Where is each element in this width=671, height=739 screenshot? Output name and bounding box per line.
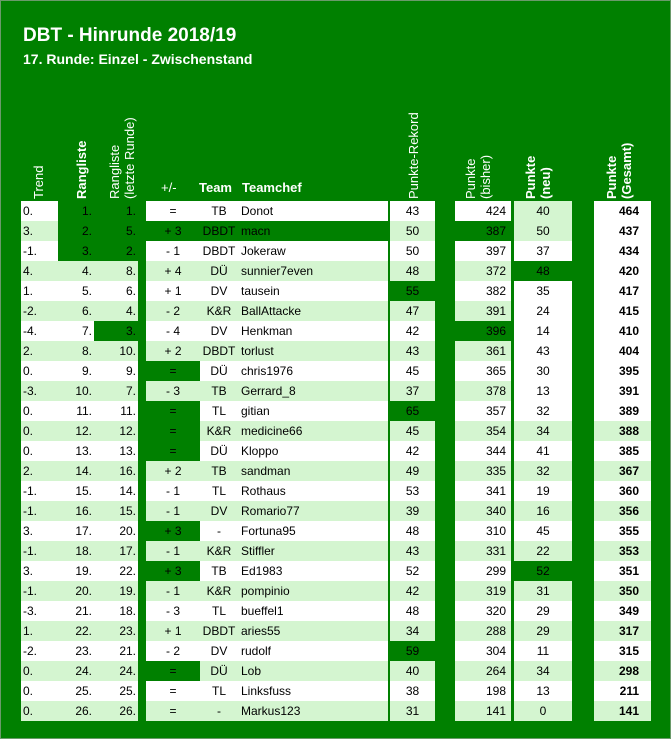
cell-trend: -3. — [21, 601, 58, 621]
cell-rekord: 43 — [390, 541, 435, 561]
cell-rank: 13. — [58, 441, 94, 461]
cell-diff: + 4 — [146, 261, 200, 281]
cell-bisher: 354 — [455, 421, 511, 441]
cell-gesamt: 420 — [594, 261, 651, 281]
cell-gesamt: 349 — [594, 601, 651, 621]
cell-rekord: 42 — [390, 321, 435, 341]
cell-neu: 35 — [514, 281, 572, 301]
cell-rekord: 55 — [390, 281, 435, 301]
cell-prev-rank: 19. — [94, 581, 138, 601]
cell-rekord: 39 — [390, 501, 435, 521]
cell-bisher: 382 — [455, 281, 511, 301]
cell-neu: 16 — [514, 501, 572, 521]
cell-gesamt: 395 — [594, 361, 651, 381]
cell-trend: 0. — [21, 201, 58, 221]
header-diff: +/- — [161, 180, 177, 195]
cell-prev-rank: 5. — [94, 221, 138, 241]
cell-rank: 22. — [58, 621, 94, 641]
cell-trend: 0. — [21, 661, 58, 681]
cell-trend: 3. — [21, 521, 58, 541]
header-trend: Trend — [30, 165, 46, 199]
cell-team: TB — [200, 201, 238, 221]
cell-team: DV — [200, 641, 238, 661]
cell-teamchef: macn — [238, 221, 388, 241]
cell-rank: 20. — [58, 581, 94, 601]
cell-rank: 8. — [58, 341, 94, 361]
cell-teamchef: aries55 — [238, 621, 388, 641]
cell-teamchef: chris1976 — [238, 361, 388, 381]
cell-diff: = — [146, 361, 200, 381]
header-gesamt: Punkte (Gesamt) — [604, 142, 634, 199]
cell-prev-rank: 10. — [94, 341, 138, 361]
cell-team: TB — [200, 561, 238, 581]
cell-prev-rank: 8. — [94, 261, 138, 281]
cell-prev-rank: 24. — [94, 661, 138, 681]
cell-bisher: 310 — [455, 521, 511, 541]
table-row — [21, 421, 651, 441]
cell-gesamt: 385 — [594, 441, 651, 461]
cell-rank: 9. — [58, 361, 94, 381]
cell-neu: 43 — [514, 341, 572, 361]
cell-rekord: 50 — [390, 221, 435, 241]
cell-rank: 17. — [58, 521, 94, 541]
cell-trend: -1. — [21, 481, 58, 501]
cell-rekord: 45 — [390, 361, 435, 381]
cell-neu: 13 — [514, 681, 572, 701]
cell-teamchef: Markus123 — [238, 701, 388, 721]
table-row — [21, 661, 651, 681]
cell-team: K&R — [200, 541, 238, 561]
cell-bisher: 361 — [455, 341, 511, 361]
table-row — [21, 641, 651, 661]
cell-neu: 30 — [514, 361, 572, 381]
cell-rekord: 42 — [390, 441, 435, 461]
cell-rekord: 50 — [390, 241, 435, 261]
cell-teamchef: rudolf — [238, 641, 388, 661]
page-subtitle: 17. Runde: Einzel - Zwischenstand — [23, 51, 253, 67]
header-rekord: Punkte-Rekord — [405, 112, 421, 199]
cell-team: DÜ — [200, 361, 238, 381]
cell-diff: + 3 — [146, 221, 200, 241]
cell-trend: -3. — [21, 381, 58, 401]
cell-prev-rank: 6. — [94, 281, 138, 301]
table-row — [21, 341, 651, 361]
cell-teamchef: Stiffler — [238, 541, 388, 561]
cell-rank: 7. — [58, 321, 94, 341]
header-team: Team — [199, 180, 232, 195]
cell-diff: - 1 — [146, 501, 200, 521]
cell-bisher: 378 — [455, 381, 511, 401]
cell-rekord: 42 — [390, 581, 435, 601]
cell-team: DÜ — [200, 661, 238, 681]
cell-rank: 6. — [58, 301, 94, 321]
table-row — [21, 401, 651, 421]
cell-trend: 1. — [21, 281, 58, 301]
cell-team: K&R — [200, 301, 238, 321]
cell-teamchef: Henkman — [238, 321, 388, 341]
cell-diff: - 3 — [146, 601, 200, 621]
cell-neu: 0 — [514, 701, 572, 721]
cell-team: TL — [200, 681, 238, 701]
cell-trend: 2. — [21, 341, 58, 361]
cell-prev-rank: 12. — [94, 421, 138, 441]
table-row — [21, 241, 651, 261]
cell-neu: 29 — [514, 621, 572, 641]
cell-bisher: 396 — [455, 321, 511, 341]
cell-gesamt: 437 — [594, 221, 651, 241]
cell-gesamt: 315 — [594, 641, 651, 661]
cell-prev-rank: 11. — [94, 401, 138, 421]
cell-rank: 16. — [58, 501, 94, 521]
cell-team: - — [200, 701, 238, 721]
cell-teamchef: gitian — [238, 401, 388, 421]
cell-rank: 26. — [58, 701, 94, 721]
cell-rekord: 48 — [390, 261, 435, 281]
cell-diff: - 1 — [146, 581, 200, 601]
cell-bisher: 288 — [455, 621, 511, 641]
cell-bisher: 372 — [455, 261, 511, 281]
cell-rekord: 49 — [390, 461, 435, 481]
cell-rank: 24. — [58, 661, 94, 681]
cell-neu: 14 — [514, 321, 572, 341]
cell-diff: + 1 — [146, 281, 200, 301]
cell-bisher: 141 — [455, 701, 511, 721]
table-row — [21, 701, 651, 721]
cell-prev-rank: 4. — [94, 301, 138, 321]
cell-team: DV — [200, 501, 238, 521]
cell-gesamt: 410 — [594, 321, 651, 341]
cell-teamchef: Jokeraw — [238, 241, 388, 261]
cell-gesamt: 391 — [594, 381, 651, 401]
cell-trend: 0. — [21, 361, 58, 381]
cell-rekord: 38 — [390, 681, 435, 701]
cell-rank: 19. — [58, 561, 94, 581]
cell-trend: -4. — [21, 321, 58, 341]
cell-bisher: 319 — [455, 581, 511, 601]
cell-diff: = — [146, 441, 200, 461]
cell-prev-rank: 2. — [94, 241, 138, 261]
cell-rank: 21. — [58, 601, 94, 621]
cell-rank: 23. — [58, 641, 94, 661]
cell-neu: 34 — [514, 421, 572, 441]
cell-neu: 41 — [514, 441, 572, 461]
cell-rank: 18. — [58, 541, 94, 561]
cell-trend: 0. — [21, 401, 58, 421]
cell-neu: 34 — [514, 661, 572, 681]
cell-teamchef: Romario77 — [238, 501, 388, 521]
cell-trend: -1. — [21, 241, 58, 261]
table-row — [21, 201, 651, 221]
cell-neu: 37 — [514, 241, 572, 261]
cell-diff: = — [146, 661, 200, 681]
cell-prev-rank: 17. — [94, 541, 138, 561]
cell-prev-rank: 21. — [94, 641, 138, 661]
cell-teamchef: Rothaus — [238, 481, 388, 501]
cell-team: DÜ — [200, 441, 238, 461]
cell-team: TB — [200, 461, 238, 481]
cell-team: K&R — [200, 581, 238, 601]
header-bisher: Punkte (bisher) — [463, 154, 493, 199]
cell-rekord: 52 — [390, 561, 435, 581]
table-row — [21, 361, 651, 381]
cell-team: TL — [200, 481, 238, 501]
cell-bisher: 299 — [455, 561, 511, 581]
table-row — [21, 301, 651, 321]
cell-diff: = — [146, 201, 200, 221]
table-row — [21, 601, 651, 621]
cell-trend: 0. — [21, 701, 58, 721]
cell-diff: + 2 — [146, 341, 200, 361]
cell-gesamt: 417 — [594, 281, 651, 301]
header-teamchef: Teamchef — [242, 180, 302, 195]
table-row — [21, 561, 651, 581]
cell-prev-rank: 3. — [94, 321, 138, 341]
table-row — [21, 541, 651, 561]
cell-bisher: 424 — [455, 201, 511, 221]
cell-gesamt: 355 — [594, 521, 651, 541]
cell-team: - — [200, 521, 238, 541]
cell-bisher: 357 — [455, 401, 511, 421]
cell-teamchef: Kloppo — [238, 441, 388, 461]
cell-trend: -1. — [21, 581, 58, 601]
cell-teamchef: torlust — [238, 341, 388, 361]
cell-diff: = — [146, 681, 200, 701]
cell-rekord: 47 — [390, 301, 435, 321]
cell-diff: = — [146, 401, 200, 421]
cell-team: DBDT — [200, 621, 238, 641]
cell-prev-rank: 20. — [94, 521, 138, 541]
cell-prev-rank: 1. — [94, 201, 138, 221]
cell-diff: - 3 — [146, 381, 200, 401]
cell-prev-rank: 16. — [94, 461, 138, 481]
cell-neu: 48 — [514, 261, 572, 281]
cell-rank: 12. — [58, 421, 94, 441]
cell-teamchef: tausein — [238, 281, 388, 301]
cell-bisher: 365 — [455, 361, 511, 381]
table-row — [21, 621, 651, 641]
cell-rekord: 45 — [390, 421, 435, 441]
cell-rekord: 48 — [390, 521, 435, 541]
cell-gesamt: 367 — [594, 461, 651, 481]
cell-gesamt: 298 — [594, 661, 651, 681]
cell-prev-rank: 26. — [94, 701, 138, 721]
cell-rekord: 37 — [390, 381, 435, 401]
cell-bisher: 397 — [455, 241, 511, 261]
cell-team: TL — [200, 401, 238, 421]
header-rangliste: Rangliste — [73, 140, 89, 199]
cell-gesamt: 434 — [594, 241, 651, 261]
cell-bisher: 320 — [455, 601, 511, 621]
cell-rank: 10. — [58, 381, 94, 401]
cell-team: DÜ — [200, 261, 238, 281]
cell-bisher: 335 — [455, 461, 511, 481]
cell-prev-rank: 13. — [94, 441, 138, 461]
cell-gesamt: 389 — [594, 401, 651, 421]
header-neu: Punkte (neu) — [523, 155, 553, 199]
table-row — [21, 281, 651, 301]
cell-trend: 0. — [21, 681, 58, 701]
cell-bisher: 344 — [455, 441, 511, 461]
cell-gesamt: 211 — [594, 681, 651, 701]
cell-teamchef: sunnier7even — [238, 261, 388, 281]
cell-prev-rank: 25. — [94, 681, 138, 701]
cell-trend: 3. — [21, 561, 58, 581]
cell-prev-rank: 22. — [94, 561, 138, 581]
cell-diff: - 1 — [146, 541, 200, 561]
cell-rekord: 40 — [390, 661, 435, 681]
header-rangliste-prev: Rangliste (letzte Runde) — [107, 117, 137, 199]
cell-neu: 31 — [514, 581, 572, 601]
cell-team: DV — [200, 321, 238, 341]
cell-teamchef: medicine66 — [238, 421, 388, 441]
cell-team: K&R — [200, 421, 238, 441]
cell-diff: - 1 — [146, 241, 200, 261]
cell-gesamt: 415 — [594, 301, 651, 321]
cell-bisher: 331 — [455, 541, 511, 561]
cell-teamchef: Donot — [238, 201, 388, 221]
cell-rank: 2. — [58, 221, 94, 241]
cell-rekord: 34 — [390, 621, 435, 641]
cell-rank: 14. — [58, 461, 94, 481]
page-title: DBT - Hinrunde 2018/19 — [23, 25, 237, 46]
table-row — [21, 261, 651, 281]
cell-rank: 25. — [58, 681, 94, 701]
cell-rank: 5. — [58, 281, 94, 301]
cell-bisher: 341 — [455, 481, 511, 501]
table-row — [21, 321, 651, 341]
cell-trend: 3. — [21, 221, 58, 241]
cell-bisher: 264 — [455, 661, 511, 681]
cell-diff: + 3 — [146, 521, 200, 541]
cell-teamchef: bueffel1 — [238, 601, 388, 621]
cell-prev-rank: 15. — [94, 501, 138, 521]
cell-rank: 4. — [58, 261, 94, 281]
cell-rank: 15. — [58, 481, 94, 501]
cell-trend: -1. — [21, 501, 58, 521]
cell-teamchef: sandman — [238, 461, 388, 481]
cell-trend: 0. — [21, 421, 58, 441]
table-row — [21, 521, 651, 541]
cell-rekord: 65 — [390, 401, 435, 421]
cell-rank: 11. — [58, 401, 94, 421]
cell-diff: + 2 — [146, 461, 200, 481]
cell-neu: 22 — [514, 541, 572, 561]
cell-teamchef: Lob — [238, 661, 388, 681]
cell-neu: 32 — [514, 461, 572, 481]
cell-diff: + 3 — [146, 561, 200, 581]
table-row — [21, 461, 651, 481]
cell-bisher: 340 — [455, 501, 511, 521]
cell-bisher: 387 — [455, 221, 511, 241]
cell-neu: 13 — [514, 381, 572, 401]
cell-gesamt: 351 — [594, 561, 651, 581]
cell-diff: - 2 — [146, 641, 200, 661]
cell-teamchef: Linksfuss — [238, 681, 388, 701]
cell-team: TB — [200, 381, 238, 401]
cell-team: DV — [200, 281, 238, 301]
cell-neu: 45 — [514, 521, 572, 541]
cell-rekord: 48 — [390, 601, 435, 621]
cell-gesamt: 360 — [594, 481, 651, 501]
cell-neu: 24 — [514, 301, 572, 321]
cell-trend: -2. — [21, 301, 58, 321]
cell-gesamt: 317 — [594, 621, 651, 641]
cell-rekord: 43 — [390, 341, 435, 361]
cell-diff: = — [146, 701, 200, 721]
cell-gesamt: 388 — [594, 421, 651, 441]
cell-team: TL — [200, 601, 238, 621]
cell-team: DBDT — [200, 221, 238, 241]
cell-teamchef: Gerrard_8 — [238, 381, 388, 401]
cell-gesamt: 464 — [594, 201, 651, 221]
cell-neu: 50 — [514, 221, 572, 241]
cell-rekord: 31 — [390, 701, 435, 721]
table-row — [21, 581, 651, 601]
cell-teamchef: Fortuna95 — [238, 521, 388, 541]
cell-trend: 0. — [21, 441, 58, 461]
cell-diff: - 4 — [146, 321, 200, 341]
cell-bisher: 198 — [455, 681, 511, 701]
cell-diff: = — [146, 421, 200, 441]
cell-bisher: 304 — [455, 641, 511, 661]
cell-team: DBDT — [200, 341, 238, 361]
cell-neu: 11 — [514, 641, 572, 661]
cell-team: DBDT — [200, 241, 238, 261]
cell-trend: 2. — [21, 461, 58, 481]
cell-rekord: 53 — [390, 481, 435, 501]
cell-teamchef: BallAttacke — [238, 301, 388, 321]
cell-diff: + 1 — [146, 621, 200, 641]
cell-trend: -1. — [21, 541, 58, 561]
cell-gesamt: 141 — [594, 701, 651, 721]
cell-neu: 52 — [514, 561, 572, 581]
cell-bisher: 391 — [455, 301, 511, 321]
cell-rank: 3. — [58, 241, 94, 261]
table-row — [21, 221, 651, 241]
cell-prev-rank: 7. — [94, 381, 138, 401]
table-row — [21, 381, 651, 401]
cell-neu: 32 — [514, 401, 572, 421]
cell-prev-rank: 14. — [94, 481, 138, 501]
cell-prev-rank: 9. — [94, 361, 138, 381]
cell-trend: -2. — [21, 641, 58, 661]
cell-gesamt: 404 — [594, 341, 651, 361]
cell-rekord: 59 — [390, 641, 435, 661]
cell-neu: 19 — [514, 481, 572, 501]
cell-neu: 29 — [514, 601, 572, 621]
cell-gesamt: 350 — [594, 581, 651, 601]
cell-rekord: 43 — [390, 201, 435, 221]
cell-gesamt: 356 — [594, 501, 651, 521]
table-row — [21, 501, 651, 521]
cell-teamchef: Ed1983 — [238, 561, 388, 581]
cell-teamchef: pompinio — [238, 581, 388, 601]
cell-rank: 1. — [58, 201, 94, 221]
cell-trend: 1. — [21, 621, 58, 641]
table-row — [21, 481, 651, 501]
cell-prev-rank: 18. — [94, 601, 138, 621]
standings-table — [21, 201, 651, 721]
cell-neu: 40 — [514, 201, 572, 221]
table-row — [21, 681, 651, 701]
cell-trend: 4. — [21, 261, 58, 281]
cell-diff: - 1 — [146, 481, 200, 501]
table-row — [21, 441, 651, 461]
cell-diff: - 2 — [146, 301, 200, 321]
cell-gesamt: 353 — [594, 541, 651, 561]
cell-prev-rank: 23. — [94, 621, 138, 641]
